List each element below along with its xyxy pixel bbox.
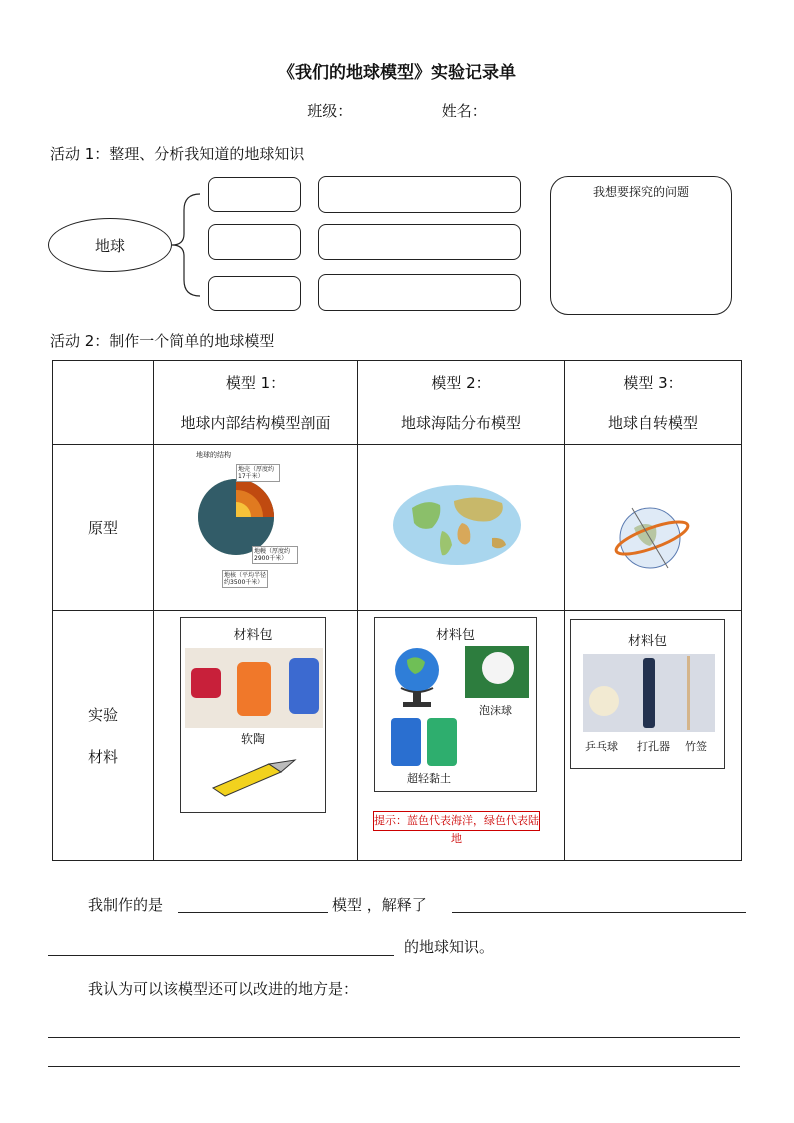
class-name-line [0,100,794,121]
pkg3-item-1: 乒乓球 [585,740,618,753]
material-pack-1 [180,617,326,813]
earth-center-text: 地球 [94,236,125,255]
desk-globe-icon [387,642,447,712]
ping-pong-ball-icon [589,686,619,716]
activity1-label: 活动 1：整理、分析我知道的地球知识 [50,145,305,163]
clay-bag-label: 超轻黏土 [407,772,451,785]
knowledge-box-2b[interactable] [318,224,521,260]
mantle-label: 地幔（厚度约2900千米） [252,546,298,564]
knowledge-box-1b[interactable] [318,176,521,213]
name-label: 姓名： [441,102,487,120]
improvement-blank-1[interactable] [48,1037,740,1038]
hint-label: 提示：蓝色代表海洋，绿色代表陆地 [373,811,540,831]
material-label-2: 材料 [87,747,118,766]
model3-num: 模型 3： [623,373,683,392]
page-title: 《我们的地球模型》实验记录单 [278,63,516,83]
pkg1-title: 材料包 [233,628,273,643]
earth-structure-heading: 地球的结构 [196,451,231,459]
model1-num: 模型 1： [225,373,286,392]
pkg2-title: 材料包 [435,628,475,643]
foam-ball-icon [482,652,514,684]
fill-text-3: 我认为可以该模型还可以改进的地方是： [88,980,359,998]
world-map-image [392,483,522,568]
row-prototype-label: 原型 [53,445,154,611]
pkg3-item-3: 竹签 [685,740,707,753]
rotating-globe-image [612,500,694,572]
green-clay-bag-icon [427,718,457,766]
model1-header [154,361,358,445]
improvement-blank-2[interactable] [48,1066,740,1067]
fill-text-1b: 模型 ，解释了 [332,896,427,914]
fill-text-1a: 我制作的是 [88,896,164,914]
class-label: 班级： [307,102,353,120]
activity2-label: 活动 2：制作一个简单的地球模型 [50,332,275,350]
fill-text-2: 的地球知识。 [404,938,495,956]
pkg3-title: 材料包 [627,634,667,649]
explanation-blank-1[interactable] [452,912,746,913]
model3-header [565,361,742,445]
crust-label: 地壳（厚度约17千米） [236,464,280,482]
model2-header [358,361,565,445]
row-material-label [53,611,154,861]
tools-photo [583,654,715,732]
red-clay-icon [191,668,221,698]
material-pack-2 [374,617,537,792]
explanation-blank-2[interactable] [48,955,394,956]
utility-knife-icon [209,758,299,798]
model2-name: 地球海陆分布模型 [400,413,521,432]
brace-icon [170,190,210,300]
question-box-title: 我想要探究的问题 [592,185,689,199]
orange-clay-icon [237,662,271,716]
knowledge-box-1a[interactable] [208,177,301,212]
model1-name: 地球内部结构模型剖面 [180,413,331,432]
pkg3-item-2: 打孔器 [637,740,670,753]
pkg1-clay-label: 软陶 [240,732,265,746]
model-name-blank[interactable] [178,912,328,913]
knowledge-box-2a[interactable] [208,224,301,260]
clay-photo [185,648,323,728]
model3-name: 地球自转模型 [607,413,698,432]
knowledge-box-3a[interactable] [208,276,301,311]
hole-punch-icon [643,658,655,728]
bamboo-stick-icon [687,656,690,730]
material-label-1: 实验 [87,705,118,724]
core-label: 地核（平均半径约3500千米） [224,572,267,586]
knowledge-box-3b[interactable] [318,274,521,311]
earth-ellipse [48,218,172,272]
foam-ball-photo [465,646,529,698]
material-pack-3 [570,619,725,769]
model2-num: 模型 2： [431,373,491,392]
blue-clay-bag-icon [391,718,421,766]
question-box[interactable] [550,176,732,315]
table-corner-cell [53,361,154,445]
blue-clay-icon [289,658,319,714]
foam-ball-label: 泡沫球 [479,704,512,717]
